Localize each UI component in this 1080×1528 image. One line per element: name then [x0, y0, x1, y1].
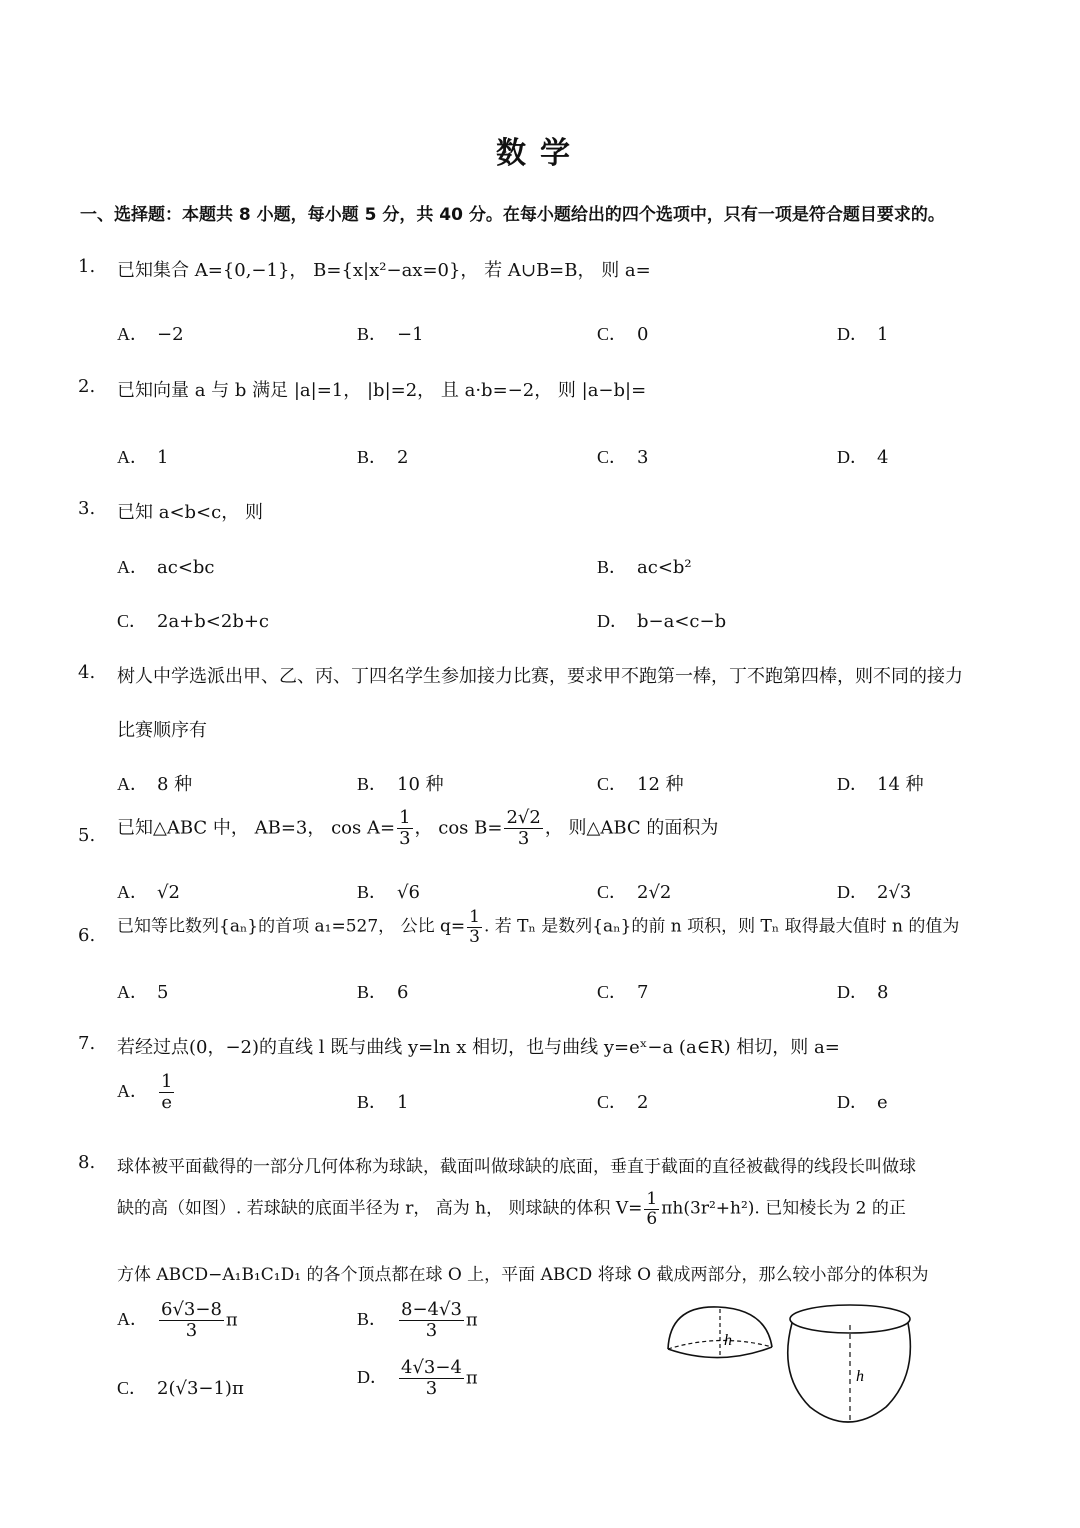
q4-option-b: B． 10 种	[357, 774, 444, 795]
q7-option-d: D． e	[837, 1092, 888, 1113]
q3-stem: 已知 a<b<c， 则	[117, 502, 263, 523]
q6-option-c: C． 7	[597, 982, 649, 1003]
q1-stem: 已知集合 A={0,−1}， B={x|x²−ax=0}， 若 A∪B=B， 则 a=	[117, 260, 651, 281]
q3-option-d: D． b−a<c−b	[597, 611, 727, 632]
section-heading: 一、选择题：本题共 8 小题，每小题 5 分，共 40 分。在每小题给出的四个选项中，只有一项是符合题目要求的。	[80, 205, 945, 225]
spherical-cap-figure	[660, 1295, 930, 1430]
q4-option-d: D． 14 种	[837, 774, 924, 795]
q5-fraction-cosB: $\frac{2√2}{3}$	[506, 807, 541, 849]
q3-option-b: B． ac<b²	[597, 557, 692, 578]
q8-option-a: A． $\frac{6√3-8}{3}$ π	[117, 1299, 238, 1341]
q7-number: 7.	[78, 1033, 96, 1054]
q1-option-c: C． 0	[597, 324, 649, 345]
small-cap-dome	[668, 1307, 772, 1349]
q7-option-c: C． 2	[597, 1092, 649, 1113]
q7-stem: 若经过点(0，−2)的直线 l 既与曲线 y=ln x 相切，也与曲线 y=eˣ−a (a∈R) 相切，则 a=	[117, 1037, 840, 1058]
q4-number: 4.	[78, 662, 96, 683]
q2-option-a: A． 1	[117, 447, 169, 468]
large-cap-body	[788, 1323, 911, 1422]
q2-option-b: B． 2	[357, 447, 409, 468]
q8-option-b: B． $\frac{8-4√3}{3}$ π	[357, 1299, 478, 1341]
q5-number: 5.	[78, 825, 96, 846]
q4-option-c: C． 12 种	[597, 774, 684, 795]
q8-option-c: C． 2(√3−1)π	[117, 1378, 244, 1399]
q2-option-c: C． 3	[597, 447, 649, 468]
page-title: 数学	[496, 136, 584, 171]
q6-number: 6.	[78, 925, 96, 946]
q6-stem: 已知等比数列{aₙ}的首项 a₁=527， 公比 q= $\frac{1}{3}$ . 若 Tₙ 是数列{aₙ}的前 n 项积，则 Tₙ 取得最大值时 n 的值为	[117, 907, 960, 947]
q8-stem-line1: 球体被平面截得的一部分几何体称为球缺，截面叫做球缺的底面，垂直于截面的直径被截得的线段长叫做球	[117, 1157, 916, 1177]
q4-stem-line1: 树人中学选派出甲、乙、丙、丁四名学生参加接力比赛，要求甲不跑第一棒，丁不跑第四棒，则不同的接力	[117, 666, 963, 687]
q5-option-c: C． 2√2	[597, 882, 672, 903]
q8-number: 8.	[78, 1152, 96, 1173]
q6-option-d: D． 8	[837, 982, 889, 1003]
q5-option-a: A． √2	[117, 882, 180, 903]
q8-fraction-volume: $\frac{1}{6}$	[646, 1189, 658, 1229]
q7-option-a: A． $\frac{1}{e}$	[117, 1071, 173, 1113]
q8-option-d: D． $\frac{4√3-4}{3}$ π	[357, 1357, 478, 1399]
q1-number: 1.	[78, 256, 96, 277]
q8-stem-line2: 缺的高（如图）. 若球缺的底面半径为 r， 高为 h， 则球缺的体积 V= $\frac{1}{6}$ πh(3r²+h²). 已知棱长为 2 的正	[117, 1189, 906, 1229]
q7-option-b: B． 1	[357, 1092, 409, 1113]
q3-number: 3.	[78, 498, 96, 519]
small-cap-h-label: h	[724, 1332, 732, 1349]
q6-option-a: A． 5	[117, 982, 169, 1003]
q5-option-b: B． √6	[357, 882, 420, 903]
q8-stem-line3: 方体 ABCD−A₁B₁C₁D₁ 的各个顶点都在球 O 上，平面 ABCD 将球 O 截成两部分，那么较小部分的体积为	[117, 1265, 929, 1285]
q1-option-a: A． −2	[117, 324, 184, 345]
q5-fraction-cosA: $\frac{1}{3}$	[399, 807, 411, 849]
q5-stem: 已知△ABC 中， AB=3， cos A= $\frac{1}{3}$ ， cos B= $\frac{2√2}{3}$ ， 则△ABC 的面积为	[117, 807, 719, 849]
q2-stem: 已知向量 a 与 b 满足 |a|=1， |b|=2， 且 a·b=−2， 则 |a−b|=	[117, 380, 647, 401]
q6-fraction-q: $\frac{1}{3}$	[469, 907, 480, 947]
q3-option-a: A． ac<bc	[117, 557, 215, 578]
q5-option-d: D． 2√3	[837, 882, 912, 903]
q4-stem-line2: 比赛顺序有	[117, 720, 207, 741]
q3-option-c: C． 2a+b<2b+c	[117, 611, 270, 632]
q4-option-a: A． 8 种	[117, 774, 193, 795]
q6-option-b: B． 6	[357, 982, 409, 1003]
q1-option-b: B． −1	[357, 324, 424, 345]
q2-number: 2.	[78, 376, 96, 397]
q1-option-d: D． 1	[837, 324, 889, 345]
q2-option-d: D． 4	[837, 447, 889, 468]
large-cap-h-label: h	[856, 1368, 864, 1385]
